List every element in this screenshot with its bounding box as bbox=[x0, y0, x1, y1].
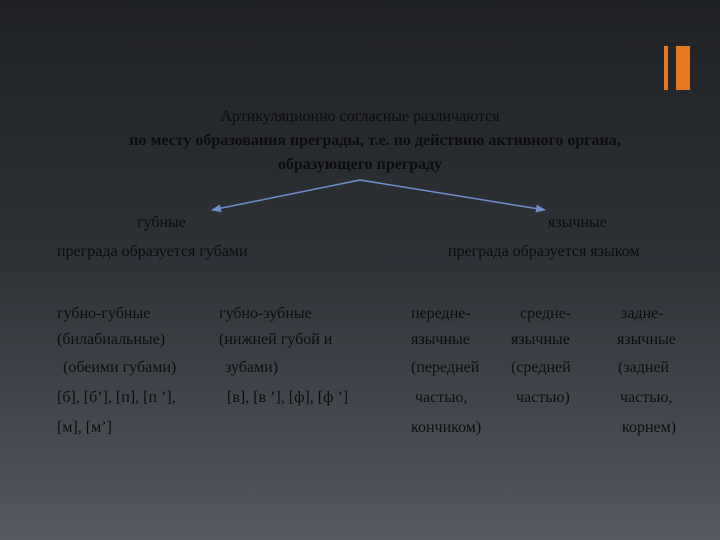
bilabial-line-2: (билабиальные) bbox=[57, 331, 166, 348]
arrow-to-lingual bbox=[360, 180, 545, 210]
lingual-title: язычные bbox=[548, 214, 607, 231]
bilabial-line-5: [м], [м’] bbox=[57, 419, 112, 436]
arrow-to-labial bbox=[212, 180, 360, 210]
back-lingual-line-5: корнем) bbox=[622, 419, 677, 436]
front-lingual-line-3: (передней bbox=[411, 359, 480, 376]
back-lingual-line-3: (задней bbox=[618, 359, 670, 376]
labiodental-line-4: [в], [в ’], [ф], [ф ’] bbox=[227, 389, 349, 406]
heading-line-3: образующего преграду bbox=[277, 156, 443, 173]
bilabial-line-4: [б], [б’], [п], [п ’], bbox=[57, 389, 176, 406]
middle-lingual-line-1: средне- bbox=[520, 305, 572, 322]
heading-line-1: Артикуляционно согласные различаются bbox=[220, 108, 500, 125]
middle-lingual-line-3: (средней bbox=[511, 359, 571, 376]
front-lingual-line-2: язычные bbox=[411, 331, 470, 348]
back-lingual-line-4: частью, bbox=[620, 389, 673, 406]
front-lingual-line-1: передне- bbox=[411, 305, 471, 322]
front-lingual-line-4: частью, bbox=[415, 389, 468, 406]
middle-lingual-line-2: язычные bbox=[511, 331, 570, 348]
heading-line-2: по месту образования преграды, т.е. по действию активного органа, bbox=[129, 132, 621, 149]
labiodental-line-2: (нижней губой и bbox=[219, 331, 333, 348]
bilabial-line-1: губно-губные bbox=[57, 305, 151, 322]
labial-description: преграда образуется губами bbox=[57, 243, 248, 260]
labiodental-line-1: губно-зубные bbox=[219, 305, 312, 322]
front-lingual-line-5: кончиком) bbox=[411, 419, 482, 436]
labial-title: губные bbox=[137, 214, 186, 231]
back-lingual-line-2: язычные bbox=[617, 331, 676, 348]
labiodental-line-3: зубами) bbox=[225, 359, 279, 376]
bilabial-line-3: (обеими губами) bbox=[63, 359, 177, 376]
back-lingual-line-1: задне- bbox=[621, 305, 664, 322]
lingual-description: преграда образуется языком bbox=[448, 243, 640, 260]
middle-lingual-line-4: частью) bbox=[516, 389, 570, 406]
